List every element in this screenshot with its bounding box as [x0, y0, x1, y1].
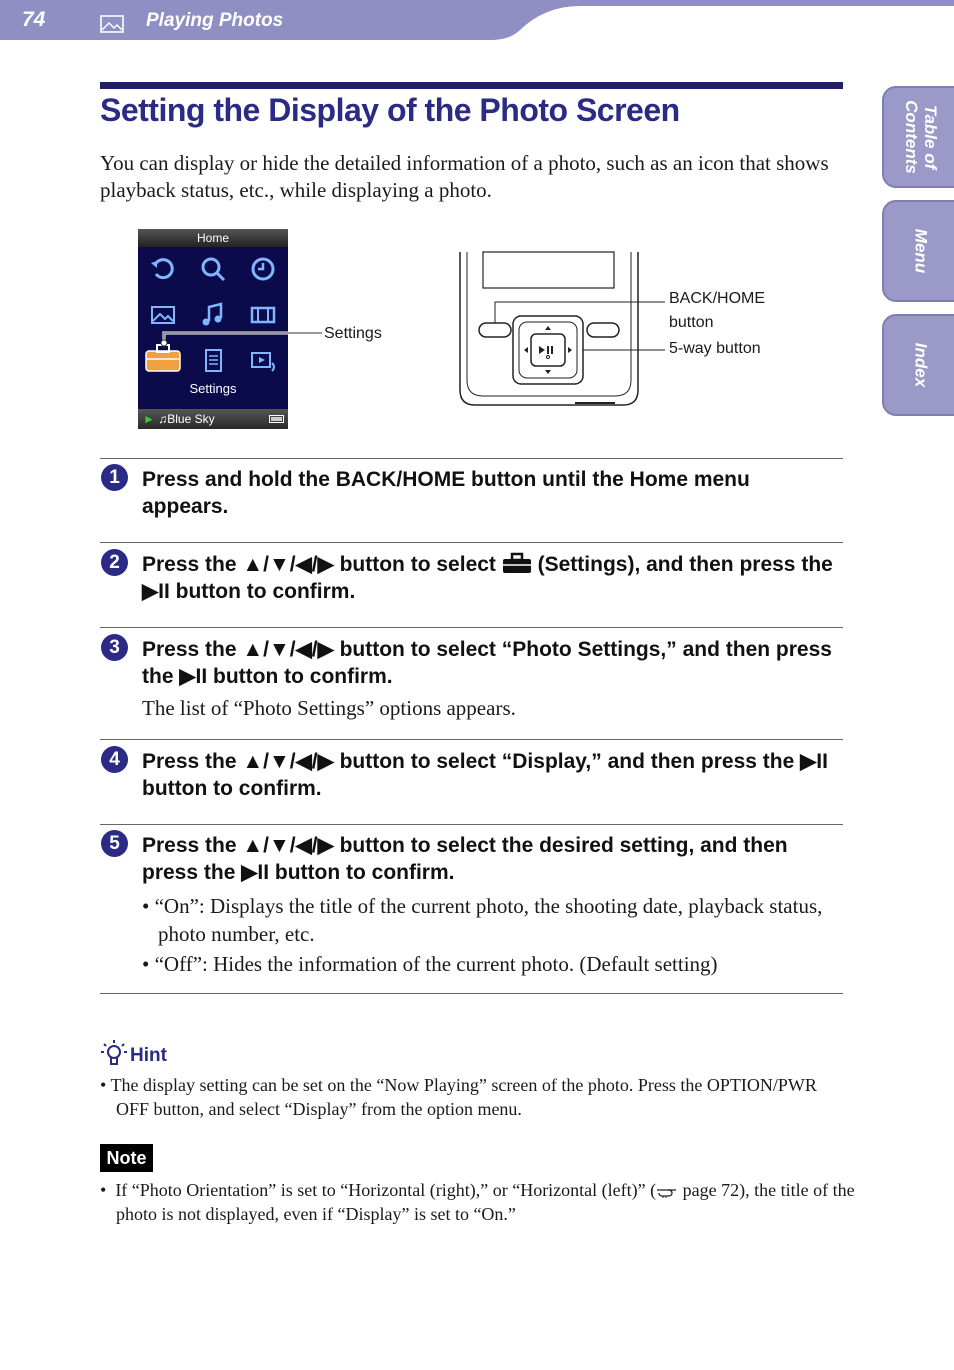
note-text: • If “Photo Orientation” is set to “Horizontal (right),” or “Horizontal (left)” ( page 72), the title of the photo is not displayed, even if “Display” is set to “On.”	[100, 1180, 855, 1224]
selected-item-label: Settings	[189, 381, 237, 396]
hint-text: • The display setting can be set on the “Now Playing” screen of the photo. Press the OPTION/PWR OFF button, and select “Display” from the option menu.	[100, 1075, 817, 1119]
five-way-label: 5-way button	[669, 340, 761, 357]
back-home-label-2: button	[669, 314, 714, 331]
tab-menu[interactable]	[882, 200, 954, 302]
step-5-text: Press the ▲/▼/◀/▶ button to select the desired setting, and then press the ▶II button to confirm.	[142, 834, 788, 884]
divider	[100, 739, 843, 740]
settings-callout-label: Settings	[324, 325, 382, 342]
step-3-text: Press the ▲/▼/◀/▶ button to select “Photo Settings,” and then press the ▶II button to confirm.	[142, 638, 832, 688]
pointing-hand-icon	[656, 1185, 678, 1199]
tab-table-of-contents[interactable]	[882, 86, 954, 188]
intelligent-shuffle-icon	[149, 255, 177, 283]
tab-label: Table of Contents	[902, 100, 940, 174]
note-label: Note	[100, 1144, 153, 1172]
tab-label: Index	[911, 342, 931, 388]
note-icon: ♫	[158, 412, 168, 426]
step-3-subtext: The list of “Photo Settings” options appears.	[142, 696, 516, 720]
now-playing-bar	[138, 409, 288, 429]
step-number: 4	[101, 746, 128, 773]
step-number: 3	[101, 634, 128, 661]
tab-label: Menu	[911, 228, 931, 274]
divider	[100, 627, 843, 628]
screen-title: Home	[138, 229, 288, 247]
play-status-icon: ►	[143, 412, 155, 426]
back-home-label: BACK/HOME	[669, 290, 766, 307]
note-text-a: If “Photo Orientation” is set to “Horizontal (right),” or “Horizontal (left)” (	[115, 1180, 657, 1200]
page-title: Setting the Display of the Photo Screen	[100, 92, 680, 128]
note-text-b: page 72), the title of the photo is not displayed, even if “Display” is set to “On.”	[116, 1180, 855, 1224]
step-number: 1	[101, 464, 128, 491]
clock-icon	[249, 255, 277, 283]
divider	[100, 458, 843, 459]
lightbulb-icon	[100, 1038, 128, 1070]
tab-index[interactable]	[882, 314, 954, 416]
step-2-text-b: (Settings), and then press the ▶II button to confirm.	[142, 553, 833, 603]
bullet-text: “Off”: Hides the information of the current photo. (Default setting)	[154, 952, 718, 976]
device-illustration	[455, 250, 670, 410]
title-rule	[100, 82, 843, 89]
divider	[100, 993, 843, 994]
step-2-text-a: Press the ▲/▼/◀/▶ button to select	[142, 553, 496, 576]
step-4-text: Press the ▲/▼/◀/▶ button to select “Display,” and then press the ▶II button to confirm.	[142, 750, 828, 800]
step-number: 5	[101, 830, 128, 857]
battery-icon	[269, 415, 285, 423]
settings-callout-line	[150, 325, 325, 355]
bullet-text: “On”: Displays the title of the current photo, the shooting date, playback status, photo number, etc.	[154, 894, 823, 946]
intro-text: You can display or hide the detailed information of a photo, such as an icon that shows playback status, etc., while displaying a photo.	[100, 151, 829, 202]
hint-title: Hint	[130, 1045, 167, 1066]
step-number: 2	[101, 549, 128, 576]
step-2-text	[142, 551, 842, 605]
divider	[100, 824, 843, 825]
bullet-item: • “Off”: Hides the information of the current photo. (Default setting)	[142, 952, 718, 976]
search-icon	[199, 255, 227, 283]
hint-body: The display setting can be set on the “Now Playing” screen of the photo. Press the OPTION/PWR OFF button, and select “Display” from the option menu.	[110, 1075, 817, 1119]
now-playing-title: Blue Sky	[167, 412, 215, 426]
header-band	[0, 0, 954, 40]
photo-icon	[100, 15, 124, 33]
divider	[100, 542, 843, 543]
page-number: 74	[22, 8, 46, 31]
step-1-text: Press and hold the BACK/HOME button until the Home menu appears.	[142, 468, 750, 518]
settings-toolbox-icon	[502, 552, 532, 574]
section-title: Playing Photos	[146, 10, 284, 31]
bullet-item: • “On”: Displays the title of the current photo, the shooting date, playback status, photo number, etc.	[142, 894, 823, 946]
